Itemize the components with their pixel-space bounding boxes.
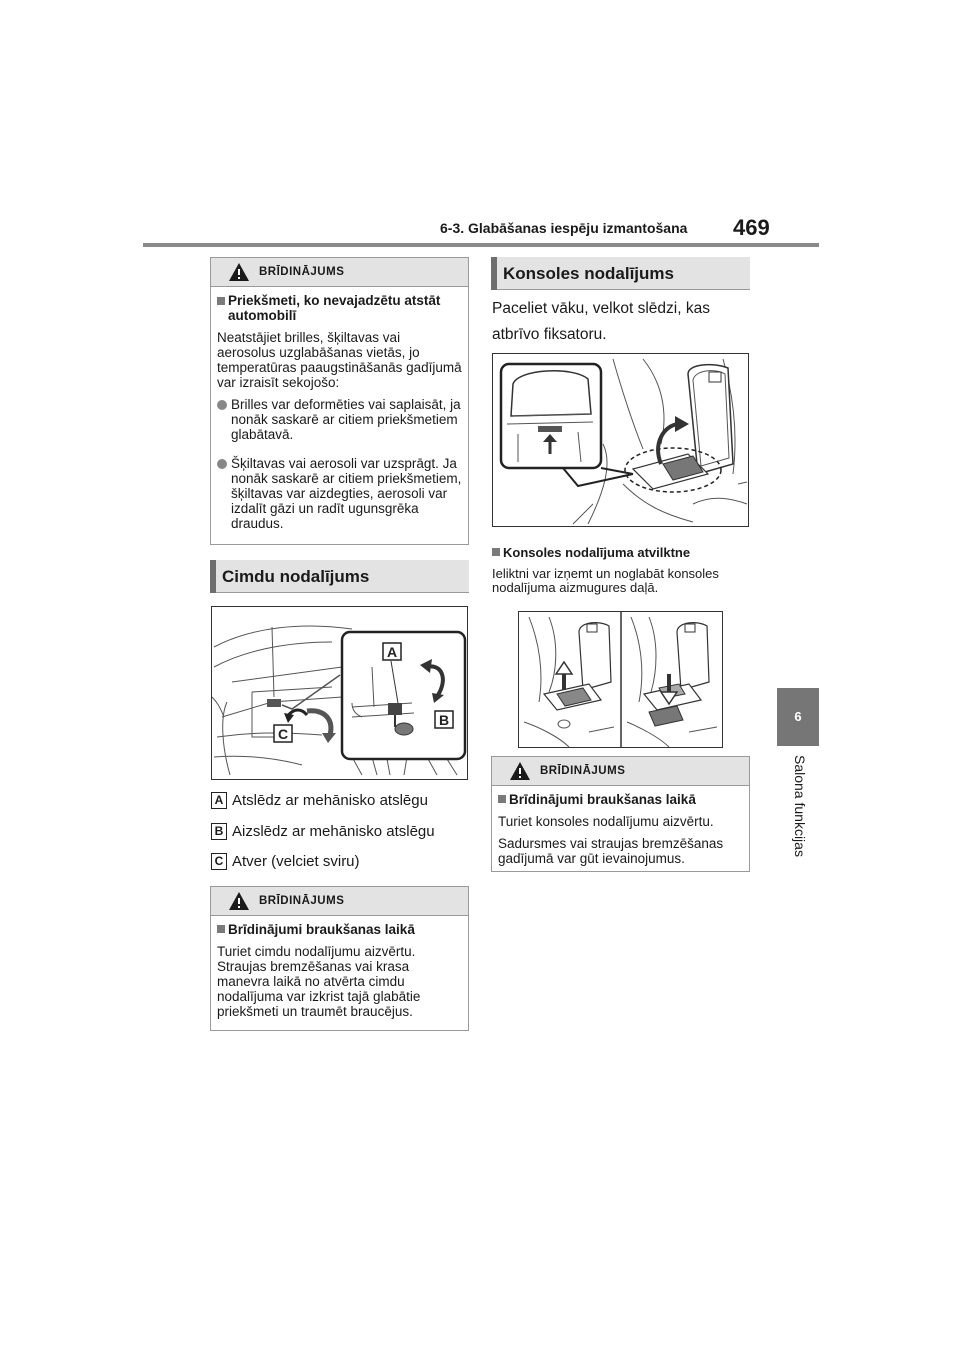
section-title: 6-3. Glabāšanas iespēju izmantošana xyxy=(440,220,688,236)
section-title-console: Konsoles nodalījums xyxy=(503,264,674,283)
warning-intro: Neatstājiet brilles, šķiltavas vai aerosolus uzglabāšanas vietās, jo temperatūras paaugstināšanās gadījumā var izraisīt sekojošo: xyxy=(217,330,462,390)
bullet-dot-icon xyxy=(217,459,227,469)
warning-title: BRĪDINĀJUMS xyxy=(540,765,626,777)
bullet-item xyxy=(217,456,462,531)
chapter-label: Salona funkcijas xyxy=(792,755,808,857)
section-title-glovebox: Cimdu nodalījums xyxy=(222,567,370,586)
warning-box-glovebox xyxy=(210,886,469,1031)
bullet-item xyxy=(217,397,462,442)
warning-header xyxy=(211,258,468,287)
caption-text: Atslēdz ar mehānisko atslēgu xyxy=(232,792,428,809)
tray-illustration xyxy=(518,611,723,748)
warning-title: BRĪDINĀJUMS xyxy=(259,895,345,907)
square-bullet-icon xyxy=(492,548,500,556)
section-heading-glovebox xyxy=(210,560,469,593)
warning-box-console xyxy=(491,756,750,872)
warning-box-items xyxy=(210,257,469,545)
warning-subheading: Brīdinājumi braukšanas laikā xyxy=(228,922,415,937)
warning-header xyxy=(211,887,468,916)
header-rule xyxy=(143,243,819,247)
warning-text-2: Sadursmes vai straujas bremzēšanas gadījumā var gūt ievainojumus. xyxy=(498,836,724,866)
bullet-dot-icon xyxy=(217,400,227,410)
page-number: 469 xyxy=(733,215,770,240)
caption-badge: B xyxy=(211,823,227,840)
chapter-tab: 6 xyxy=(777,688,819,746)
square-bullet-icon xyxy=(217,925,225,933)
glovebox-illustration xyxy=(211,606,468,780)
square-bullet-icon xyxy=(217,297,225,305)
callout-c: C xyxy=(277,726,289,742)
caption-c xyxy=(211,853,360,870)
caption-text: Atver (velciet sviru) xyxy=(232,853,360,870)
caption-badge: A xyxy=(211,792,227,809)
callout-b: B xyxy=(438,712,450,728)
warning-icon xyxy=(228,891,250,911)
caption-badge: C xyxy=(211,853,227,870)
warning-text-1: Turiet konsoles nodalījumu aizvērtu. xyxy=(498,814,714,829)
square-bullet-icon xyxy=(498,795,506,803)
caption-text: Aizslēdz ar mehānisko atslēgu xyxy=(232,823,435,840)
console-drawing xyxy=(493,354,748,526)
warning-icon xyxy=(509,761,531,781)
caption-a xyxy=(211,792,428,809)
bullet-text: Brilles var deformēties vai saplaisāt, ja nonāk saskarē ar citiem priekšmetiem glabātavā. xyxy=(231,397,461,442)
tray-drawing xyxy=(519,612,722,747)
section-heading-console xyxy=(491,257,750,290)
warning-header xyxy=(492,757,749,786)
callout-a: A xyxy=(386,644,398,660)
tray-title: Konsoles nodalījuma atvilktne xyxy=(492,545,690,560)
console-instruction: Paceliet vāku, velkot slēdzi, kas atbrīvo fiksatoru. xyxy=(492,300,710,343)
bullet-text: Šķiltavas vai aerosoli var uzsprāgt. Ja nonāk saskarē ar citiem priekšmetiem, šķiltavas var aizdegties, aerosoli var izdalīt gāzi un radīt ugunsgrēka draudus. xyxy=(231,456,462,531)
warning-icon xyxy=(228,262,250,282)
warning-subheading: Brīdinājumi braukšanas laikā xyxy=(509,792,696,807)
tray-text: Ieliktni var izņemt un noglabāt konsoles nodalījuma aizmugures daļā. xyxy=(492,566,719,595)
warning-text: Turiet cimdu nodalījumu aizvērtu. Straujas bremzēšanas vai krasa manevra laikā no atvērta cimdu nodalījuma var izkrist tajā glabātie priekšmeti un traumēt braucējus. xyxy=(217,944,421,1019)
warning-subheading: Priekšmeti, ko nevajadzētu atstāt automobilī xyxy=(228,293,441,323)
console-illustration xyxy=(492,353,749,527)
glovebox-drawing xyxy=(212,607,467,779)
caption-b xyxy=(211,823,435,840)
warning-title: BRĪDINĀJUMS xyxy=(259,266,345,278)
